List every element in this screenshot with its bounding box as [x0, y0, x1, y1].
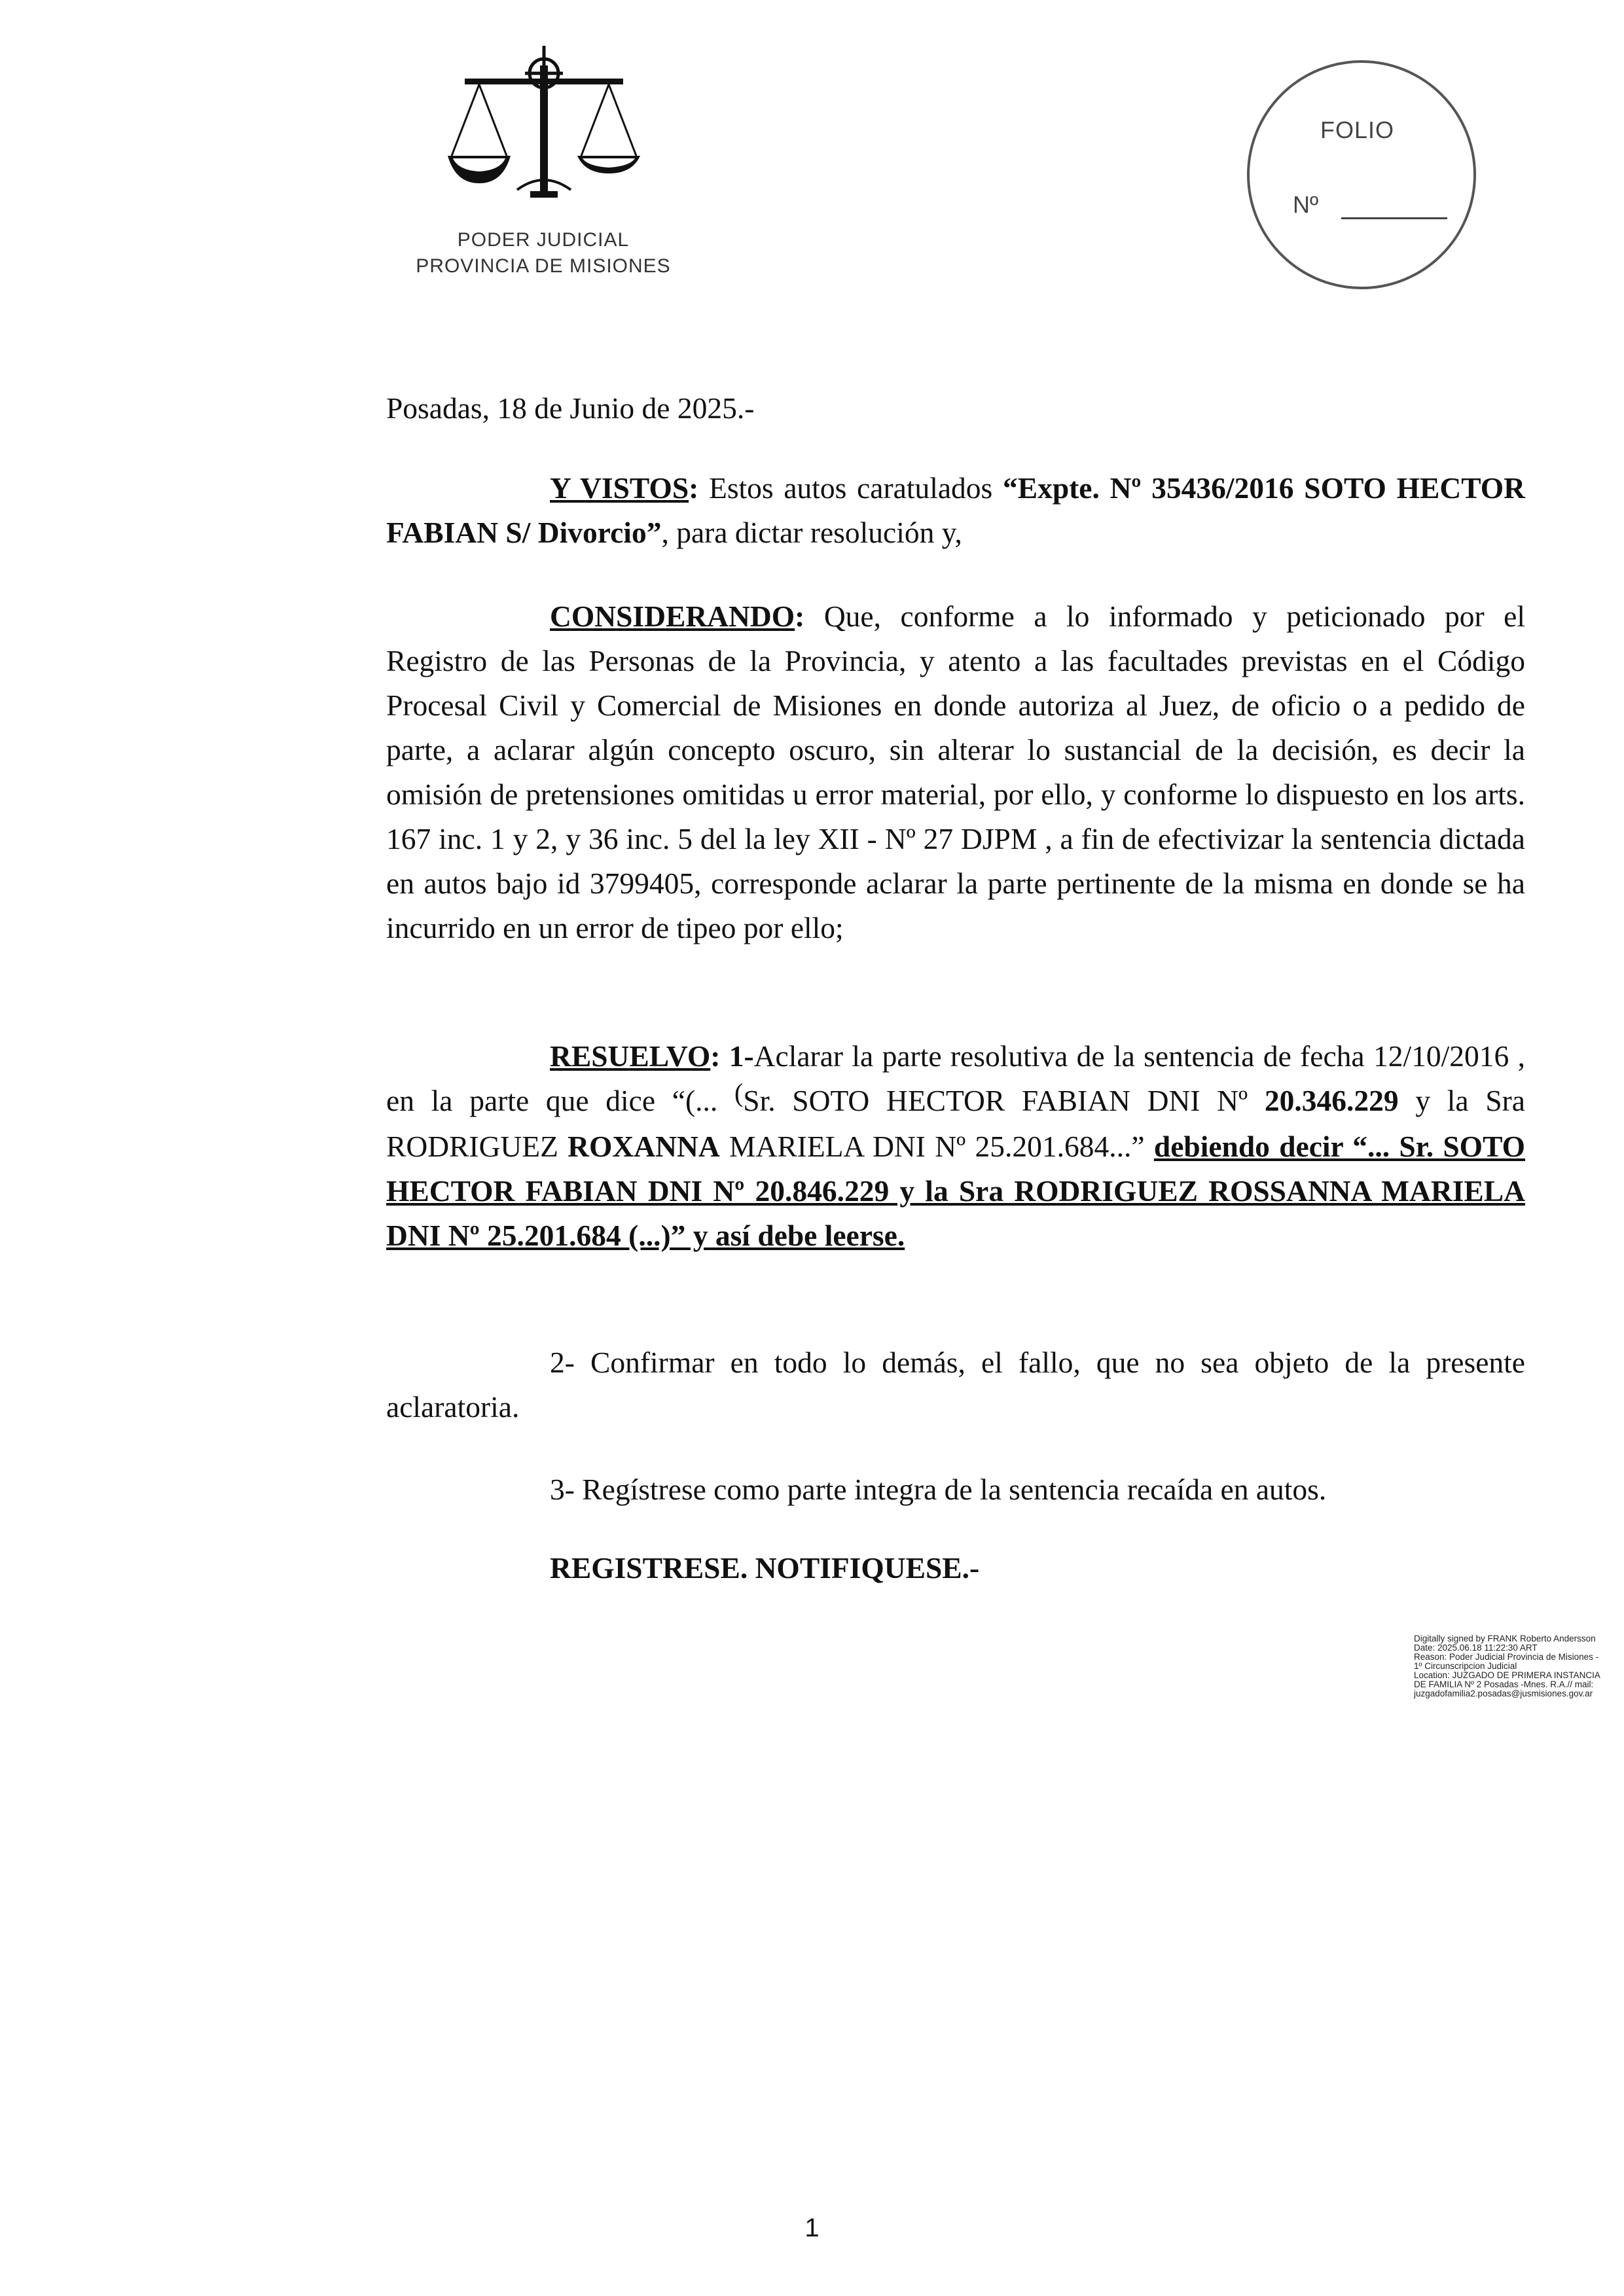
correction-text: debiendo decir “... Sr. SOTO HECTOR FABIAN DNI Nº 20.846.229 y la Sra RODRIGUEZ ROSSANNA MARIELA DNI Nº 25.201.684 (...)” y así debe leerse.	[386, 1130, 1525, 1252]
paragraph-item2: 2- Confirmar en todo lo demás, el fallo, que no sea objeto de la presente aclaratoria.	[386, 1346, 1525, 1424]
paragraph-item3: 3- Regístrese como parte integra de la sentencia recaída en autos.	[550, 1473, 1327, 1506]
page-number: 1	[804, 2214, 820, 2242]
poder-judicial-logo	[406, 39, 681, 288]
folio-title: FOLIO	[1320, 117, 1395, 143]
paragraph-resuelvo: RESUELVO: 1-Aclarar la parte resolutiva de la sentencia de fecha 12/10/2016 , en la parte que dice “(... (Sr. SOTO HECTOR FABIAN DNI Nº 20.346.229 y la Sra RODRIGUEZ ROXANNA MARIELA DNI Nº 25.201.684...” debiendo decir “... Sr. SOTO HECTOR FABIAN DNI Nº 20.846.229 y la Sra RODRIGUEZ ROSSANNA MARIELA DNI Nº 25.201.684 (...)” y así debe leerse.	[386, 1039, 1525, 1252]
paragraph-vistos: Y VISTOS: Estos autos caratulados “Expte. Nº 35436/2016 SOTO HECTOR FABIAN S/ Divorcio”, para dictar resolución y,	[386, 471, 1525, 549]
resuelvo-label: RESUELVO	[550, 1039, 711, 1073]
paragraph-considerando: CONSIDERANDO: Que, conforme a lo informado y peticionado por el Registro de las Personas de la Provincia, y atento a las facultades previstas en el Código Procesal Civil y Comercial de Misiones en donde autoriza al Juez, de oficio o a pedido de parte, a aclarar algún concepto oscuro, sin alterar lo sustancial de la decisión, es decir la omisión de pretensiones omitidas u error material, por ello, y conforme lo dispuesto en los arts. 167 inc. 1 y 2, y 36 inc. 5 del la ley XII - Nº 27 DJPM , a fin de efectivizar la sentencia dictada en autos bajo id 3799405, corresponde aclarar la parte pertinente de la misma en donde se ha incurrido en un error de tipeo por ello;	[386, 600, 1525, 944]
folio-stamp	[1247, 60, 1476, 289]
considerando-label: CONSIDERANDO	[550, 600, 795, 633]
digital-signature-block: Digitally signed by FRANK Roberto Andersson Date: 2025.06.18 11:22:30 ART Reason: Poder Judicial Provincia de Misiones - 1º Circunscripcion Judicial Location: JUZGADO DE PRIMERA INSTANCIA DE FAMILIA Nº 2 Posadas -Mnes. R.A.// mail: juzgadofamilia2.posadas@jusmisiones.gov.ar	[1414, 1634, 1600, 1698]
dni-wrong: 20.346.229	[1264, 1084, 1399, 1117]
case-title: “Expte. Nº 35436/2016 SOTO HECTOR FABIAN S/ Divorcio”	[386, 471, 1525, 549]
logo-caption-line1: PODER JUDICIAL	[457, 229, 630, 251]
folio-number-line	[1341, 217, 1447, 219]
folio-number-label: Nº	[1293, 191, 1319, 218]
closing-statement: REGISTRESE. NOTIFIQUESE.-	[550, 1551, 980, 1585]
name-wrong: ROXANNA	[568, 1130, 720, 1163]
logo-caption-line2: PROVINCIA DE MISIONES	[416, 255, 671, 277]
document-date: Posadas, 18 de Junio de 2025.-	[386, 391, 755, 425]
scales-of-justice-icon	[439, 39, 648, 223]
vistos-label: Y VISTOS	[550, 471, 689, 505]
